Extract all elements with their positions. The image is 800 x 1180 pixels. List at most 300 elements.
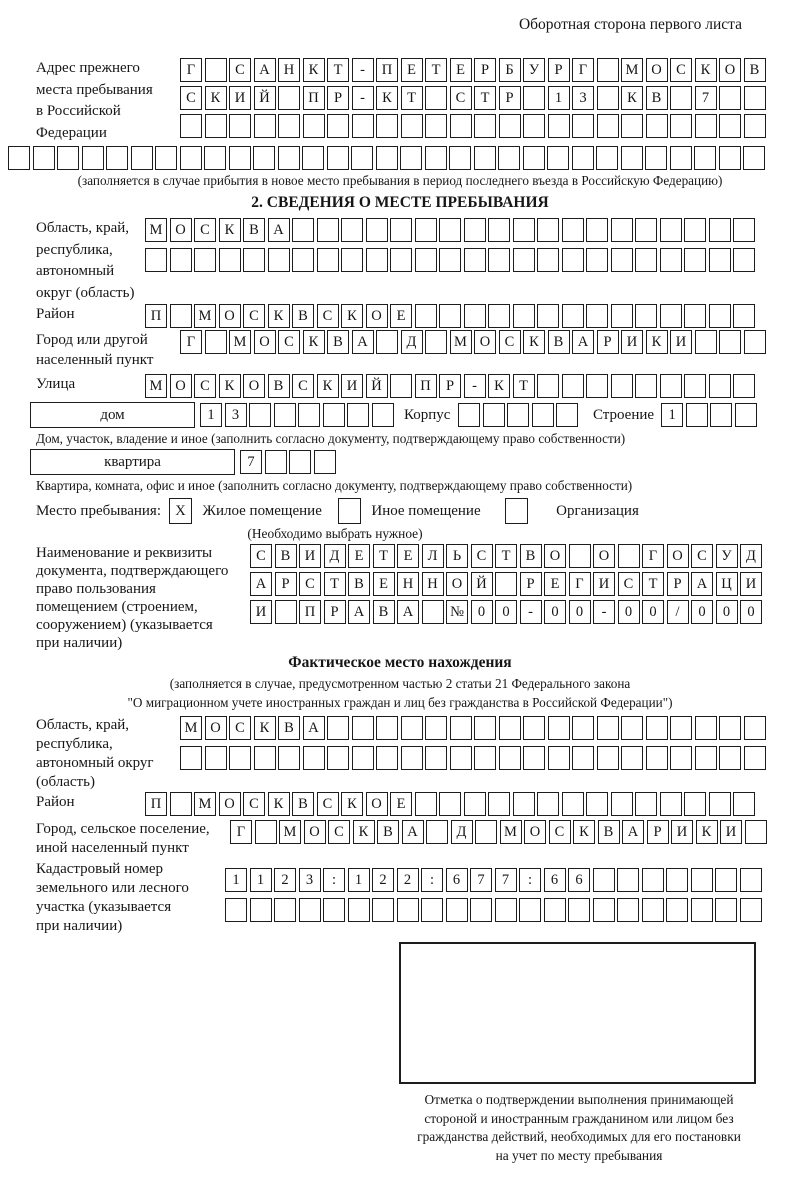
char-cell[interactable]: Р <box>275 572 297 596</box>
char-cell[interactable] <box>145 248 167 272</box>
char-cell[interactable] <box>425 716 447 740</box>
char-cell[interactable]: : <box>519 868 541 892</box>
char-cell[interactable]: О <box>366 792 388 816</box>
char-cell[interactable]: О <box>170 218 192 242</box>
char-cell[interactable] <box>532 403 554 427</box>
char-cell[interactable]: 0 <box>471 600 493 624</box>
char-cell[interactable] <box>733 792 755 816</box>
char-cell[interactable] <box>229 146 251 170</box>
char-cell[interactable] <box>611 304 633 328</box>
char-cell[interactable] <box>513 248 535 272</box>
char-cell[interactable]: 3 <box>299 868 321 892</box>
char-cell[interactable] <box>254 746 276 770</box>
char-cell[interactable] <box>439 218 461 242</box>
char-cell[interactable]: 1 <box>200 403 222 427</box>
char-cell[interactable] <box>205 746 227 770</box>
char-cell[interactable] <box>229 114 251 138</box>
char-cell[interactable] <box>483 403 505 427</box>
char-cell[interactable] <box>204 146 226 170</box>
char-cell[interactable]: С <box>317 304 339 328</box>
char-cell[interactable] <box>666 868 688 892</box>
char-cell[interactable]: 0 <box>716 600 738 624</box>
char-cell[interactable] <box>180 746 202 770</box>
char-cell[interactable] <box>323 403 345 427</box>
char-cell[interactable] <box>691 868 713 892</box>
char-cell[interactable] <box>745 820 767 844</box>
char-cell[interactable] <box>709 248 731 272</box>
char-cell[interactable] <box>57 146 79 170</box>
char-cell[interactable] <box>180 146 202 170</box>
char-cell[interactable] <box>225 898 247 922</box>
char-cell[interactable] <box>645 146 667 170</box>
char-cell[interactable]: 0 <box>569 600 591 624</box>
char-cell[interactable]: 3 <box>572 86 594 110</box>
char-cell[interactable] <box>735 403 757 427</box>
char-cell[interactable]: М <box>450 330 472 354</box>
char-cell[interactable]: 1 <box>225 868 247 892</box>
char-cell[interactable]: К <box>268 304 290 328</box>
char-cell[interactable]: С <box>250 544 272 568</box>
char-cell[interactable] <box>709 304 731 328</box>
char-cell[interactable] <box>317 248 339 272</box>
char-cell[interactable] <box>425 330 447 354</box>
char-cell[interactable]: 7 <box>695 86 717 110</box>
char-cell[interactable]: 0 <box>642 600 664 624</box>
char-cell[interactable] <box>744 114 766 138</box>
char-cell[interactable] <box>458 403 480 427</box>
char-cell[interactable]: Т <box>327 58 349 82</box>
char-cell[interactable] <box>499 746 521 770</box>
house-type-box[interactable]: дом <box>30 402 195 428</box>
char-cell[interactable]: И <box>299 544 321 568</box>
char-cell[interactable]: И <box>593 572 615 596</box>
char-cell[interactable] <box>106 146 128 170</box>
char-cell[interactable]: Р <box>647 820 669 844</box>
char-cell[interactable] <box>298 403 320 427</box>
char-cell[interactable] <box>352 746 374 770</box>
char-cell[interactable]: И <box>250 600 272 624</box>
char-cell[interactable] <box>439 304 461 328</box>
char-cell[interactable] <box>710 403 732 427</box>
char-cell[interactable]: К <box>488 374 510 398</box>
char-cell[interactable] <box>249 403 271 427</box>
char-cell[interactable]: О <box>593 544 615 568</box>
char-cell[interactable]: Л <box>422 544 444 568</box>
char-cell[interactable] <box>695 114 717 138</box>
char-cell[interactable] <box>450 716 472 740</box>
char-cell[interactable]: М <box>621 58 643 82</box>
char-cell[interactable] <box>366 248 388 272</box>
char-cell[interactable]: А <box>622 820 644 844</box>
char-cell[interactable] <box>341 218 363 242</box>
char-cell[interactable] <box>597 716 619 740</box>
char-cell[interactable] <box>684 248 706 272</box>
char-cell[interactable]: И <box>720 820 742 844</box>
char-cell[interactable] <box>439 248 461 272</box>
char-cell[interactable]: Е <box>544 572 566 596</box>
char-cell[interactable] <box>593 898 615 922</box>
char-cell[interactable]: М <box>279 820 301 844</box>
char-cell[interactable] <box>523 86 545 110</box>
char-cell[interactable] <box>660 374 682 398</box>
char-cell[interactable] <box>474 114 496 138</box>
char-cell[interactable]: А <box>572 330 594 354</box>
char-cell[interactable] <box>446 898 468 922</box>
char-cell[interactable] <box>684 304 706 328</box>
char-cell[interactable] <box>289 450 311 474</box>
char-cell[interactable]: 0 <box>618 600 640 624</box>
char-cell[interactable]: Е <box>401 58 423 82</box>
char-cell[interactable]: Е <box>390 792 412 816</box>
char-cell[interactable] <box>376 146 398 170</box>
char-cell[interactable] <box>278 114 300 138</box>
char-cell[interactable]: 0 <box>740 600 762 624</box>
char-cell[interactable] <box>303 746 325 770</box>
char-cell[interactable] <box>302 146 324 170</box>
residence-checkbox-org[interactable] <box>505 498 528 524</box>
char-cell[interactable] <box>250 898 272 922</box>
char-cell[interactable]: С <box>194 374 216 398</box>
char-cell[interactable] <box>666 898 688 922</box>
char-cell[interactable] <box>562 792 584 816</box>
char-cell[interactable]: Е <box>348 544 370 568</box>
char-cell[interactable]: У <box>523 58 545 82</box>
char-cell[interactable] <box>670 114 692 138</box>
char-cell[interactable]: О <box>366 304 388 328</box>
char-cell[interactable] <box>744 330 766 354</box>
char-cell[interactable] <box>8 146 30 170</box>
char-cell[interactable]: - <box>593 600 615 624</box>
char-cell[interactable] <box>611 248 633 272</box>
char-cell[interactable] <box>352 716 374 740</box>
char-cell[interactable] <box>621 114 643 138</box>
char-cell[interactable]: Й <box>254 86 276 110</box>
char-cell[interactable] <box>314 450 336 474</box>
char-cell[interactable] <box>523 716 545 740</box>
char-cell[interactable] <box>299 898 321 922</box>
char-cell[interactable] <box>464 248 486 272</box>
char-cell[interactable]: К <box>341 792 363 816</box>
char-cell[interactable] <box>415 304 437 328</box>
char-cell[interactable] <box>744 746 766 770</box>
char-cell[interactable]: К <box>205 86 227 110</box>
char-cell[interactable]: Д <box>324 544 346 568</box>
char-cell[interactable] <box>635 374 657 398</box>
char-cell[interactable]: С <box>549 820 571 844</box>
char-cell[interactable] <box>733 218 755 242</box>
char-cell[interactable]: - <box>352 58 374 82</box>
char-cell[interactable]: С <box>299 572 321 596</box>
char-cell[interactable] <box>586 792 608 816</box>
char-cell[interactable]: М <box>180 716 202 740</box>
char-cell[interactable]: В <box>373 600 395 624</box>
char-cell[interactable] <box>33 146 55 170</box>
char-cell[interactable] <box>474 746 496 770</box>
char-cell[interactable]: Р <box>324 600 346 624</box>
char-cell[interactable] <box>390 248 412 272</box>
char-cell[interactable]: К <box>353 820 375 844</box>
char-cell[interactable] <box>646 114 668 138</box>
char-cell[interactable] <box>733 374 755 398</box>
char-cell[interactable] <box>719 146 741 170</box>
char-cell[interactable]: М <box>500 820 522 844</box>
char-cell[interactable]: К <box>695 58 717 82</box>
char-cell[interactable]: К <box>376 86 398 110</box>
char-cell[interactable]: С <box>691 544 713 568</box>
char-cell[interactable] <box>253 146 275 170</box>
char-cell[interactable] <box>274 898 296 922</box>
char-cell[interactable]: Т <box>642 572 664 596</box>
char-cell[interactable]: Т <box>401 86 423 110</box>
char-cell[interactable]: К <box>254 716 276 740</box>
char-cell[interactable]: Е <box>373 572 395 596</box>
char-cell[interactable] <box>733 304 755 328</box>
char-cell[interactable] <box>499 114 521 138</box>
char-cell[interactable]: 6 <box>544 868 566 892</box>
char-cell[interactable] <box>474 716 496 740</box>
char-cell[interactable]: И <box>670 330 692 354</box>
char-cell[interactable] <box>415 218 437 242</box>
char-cell[interactable]: О <box>254 330 276 354</box>
char-cell[interactable] <box>670 746 692 770</box>
char-cell[interactable]: Р <box>499 86 521 110</box>
char-cell[interactable] <box>155 146 177 170</box>
char-cell[interactable]: Б <box>499 58 521 82</box>
char-cell[interactable]: В <box>744 58 766 82</box>
char-cell[interactable]: И <box>671 820 693 844</box>
char-cell[interactable] <box>317 218 339 242</box>
char-cell[interactable] <box>488 218 510 242</box>
char-cell[interactable] <box>464 304 486 328</box>
char-cell[interactable] <box>170 304 192 328</box>
char-cell[interactable]: С <box>243 304 265 328</box>
char-cell[interactable] <box>523 746 545 770</box>
char-cell[interactable]: Д <box>451 820 473 844</box>
char-cell[interactable]: - <box>520 600 542 624</box>
char-cell[interactable] <box>568 898 590 922</box>
char-cell[interactable]: 1 <box>250 868 272 892</box>
char-cell[interactable]: С <box>229 58 251 82</box>
char-cell[interactable] <box>537 792 559 816</box>
char-cell[interactable] <box>366 218 388 242</box>
char-cell[interactable]: С <box>618 572 640 596</box>
char-cell[interactable] <box>548 716 570 740</box>
char-cell[interactable]: 2 <box>372 868 394 892</box>
char-cell[interactable]: А <box>402 820 424 844</box>
char-cell[interactable] <box>660 248 682 272</box>
char-cell[interactable]: Г <box>642 544 664 568</box>
char-cell[interactable]: Д <box>740 544 762 568</box>
char-cell[interactable]: Е <box>450 58 472 82</box>
char-cell[interactable]: Е <box>397 544 419 568</box>
char-cell[interactable]: С <box>499 330 521 354</box>
char-cell[interactable] <box>425 746 447 770</box>
char-cell[interactable] <box>586 218 608 242</box>
char-cell[interactable] <box>401 114 423 138</box>
char-cell[interactable] <box>439 792 461 816</box>
char-cell[interactable]: В <box>646 86 668 110</box>
char-cell[interactable] <box>327 716 349 740</box>
char-cell[interactable] <box>425 146 447 170</box>
char-cell[interactable]: А <box>352 330 374 354</box>
char-cell[interactable] <box>562 304 584 328</box>
char-cell[interactable] <box>617 868 639 892</box>
char-cell[interactable] <box>265 450 287 474</box>
char-cell[interactable] <box>488 304 510 328</box>
char-cell[interactable] <box>390 218 412 242</box>
char-cell[interactable] <box>544 898 566 922</box>
char-cell[interactable] <box>347 403 369 427</box>
char-cell[interactable] <box>255 820 277 844</box>
char-cell[interactable] <box>621 716 643 740</box>
char-cell[interactable] <box>376 114 398 138</box>
char-cell[interactable] <box>495 572 517 596</box>
char-cell[interactable]: Н <box>397 572 419 596</box>
char-cell[interactable]: С <box>278 330 300 354</box>
char-cell[interactable] <box>523 114 545 138</box>
char-cell[interactable]: Т <box>495 544 517 568</box>
char-cell[interactable]: : <box>421 868 443 892</box>
char-cell[interactable]: М <box>145 218 167 242</box>
char-cell[interactable] <box>709 218 731 242</box>
char-cell[interactable] <box>390 374 412 398</box>
char-cell[interactable] <box>537 374 559 398</box>
char-cell[interactable] <box>635 792 657 816</box>
char-cell[interactable]: С <box>229 716 251 740</box>
char-cell[interactable] <box>569 544 591 568</box>
char-cell[interactable] <box>243 248 265 272</box>
char-cell[interactable]: В <box>327 330 349 354</box>
char-cell[interactable] <box>450 114 472 138</box>
char-cell[interactable] <box>597 114 619 138</box>
char-cell[interactable]: 1 <box>548 86 570 110</box>
char-cell[interactable]: Р <box>474 58 496 82</box>
char-cell[interactable] <box>426 820 448 844</box>
char-cell[interactable]: О <box>646 58 668 82</box>
char-cell[interactable] <box>205 58 227 82</box>
char-cell[interactable]: П <box>145 304 167 328</box>
char-cell[interactable] <box>425 86 447 110</box>
char-cell[interactable]: К <box>573 820 595 844</box>
char-cell[interactable] <box>170 792 192 816</box>
char-cell[interactable] <box>744 716 766 740</box>
char-cell[interactable] <box>715 868 737 892</box>
char-cell[interactable] <box>572 716 594 740</box>
char-cell[interactable]: К <box>303 58 325 82</box>
char-cell[interactable] <box>513 792 535 816</box>
char-cell[interactable]: В <box>292 304 314 328</box>
char-cell[interactable] <box>719 716 741 740</box>
char-cell[interactable]: О <box>719 58 741 82</box>
char-cell[interactable]: К <box>219 374 241 398</box>
char-cell[interactable] <box>499 716 521 740</box>
char-cell[interactable] <box>464 792 486 816</box>
char-cell[interactable] <box>274 403 296 427</box>
char-cell[interactable] <box>562 248 584 272</box>
char-cell[interactable]: О <box>304 820 326 844</box>
char-cell[interactable] <box>548 746 570 770</box>
char-cell[interactable] <box>586 374 608 398</box>
char-cell[interactable]: В <box>598 820 620 844</box>
char-cell[interactable] <box>327 114 349 138</box>
char-cell[interactable]: К <box>303 330 325 354</box>
char-cell[interactable]: О <box>474 330 496 354</box>
char-cell[interactable]: 7 <box>495 868 517 892</box>
char-cell[interactable]: Т <box>474 86 496 110</box>
char-cell[interactable] <box>547 146 569 170</box>
char-cell[interactable] <box>691 898 713 922</box>
char-cell[interactable]: Р <box>548 58 570 82</box>
char-cell[interactable]: С <box>194 218 216 242</box>
char-cell[interactable] <box>219 248 241 272</box>
char-cell[interactable] <box>684 374 706 398</box>
char-cell[interactable] <box>733 248 755 272</box>
char-cell[interactable] <box>572 146 594 170</box>
char-cell[interactable]: Р <box>667 572 689 596</box>
char-cell[interactable] <box>278 746 300 770</box>
char-cell[interactable] <box>660 304 682 328</box>
char-cell[interactable]: В <box>377 820 399 844</box>
char-cell[interactable] <box>292 218 314 242</box>
char-cell[interactable]: В <box>520 544 542 568</box>
char-cell[interactable] <box>642 898 664 922</box>
char-cell[interactable]: И <box>621 330 643 354</box>
char-cell[interactable] <box>450 746 472 770</box>
char-cell[interactable]: О <box>170 374 192 398</box>
char-cell[interactable] <box>611 374 633 398</box>
char-cell[interactable]: К <box>317 374 339 398</box>
char-cell[interactable]: П <box>376 58 398 82</box>
char-cell[interactable]: К <box>268 792 290 816</box>
char-cell[interactable] <box>376 330 398 354</box>
char-cell[interactable]: С <box>292 374 314 398</box>
char-cell[interactable]: Г <box>569 572 591 596</box>
char-cell[interactable]: П <box>415 374 437 398</box>
char-cell[interactable] <box>709 792 731 816</box>
residence-checkbox-zhiloe[interactable]: X <box>169 498 192 524</box>
char-cell[interactable]: Е <box>390 304 412 328</box>
char-cell[interactable]: А <box>303 716 325 740</box>
char-cell[interactable] <box>695 716 717 740</box>
char-cell[interactable] <box>470 898 492 922</box>
char-cell[interactable] <box>695 746 717 770</box>
char-cell[interactable] <box>715 898 737 922</box>
char-cell[interactable]: Н <box>422 572 444 596</box>
char-cell[interactable]: С <box>243 792 265 816</box>
char-cell[interactable] <box>597 746 619 770</box>
char-cell[interactable] <box>327 146 349 170</box>
char-cell[interactable] <box>562 374 584 398</box>
char-cell[interactable] <box>597 86 619 110</box>
char-cell[interactable]: П <box>303 86 325 110</box>
char-cell[interactable]: С <box>670 58 692 82</box>
char-cell[interactable]: М <box>194 304 216 328</box>
char-cell[interactable] <box>695 330 717 354</box>
char-cell[interactable] <box>82 146 104 170</box>
char-cell[interactable] <box>646 716 668 740</box>
char-cell[interactable]: И <box>740 572 762 596</box>
char-cell[interactable] <box>475 820 497 844</box>
char-cell[interactable]: Т <box>373 544 395 568</box>
char-cell[interactable]: Й <box>366 374 388 398</box>
char-cell[interactable] <box>670 146 692 170</box>
char-cell[interactable]: - <box>352 86 374 110</box>
char-cell[interactable]: Ц <box>716 572 738 596</box>
char-cell[interactable] <box>170 248 192 272</box>
char-cell[interactable]: А <box>268 218 290 242</box>
char-cell[interactable] <box>621 146 643 170</box>
char-cell[interactable]: Г <box>180 58 202 82</box>
